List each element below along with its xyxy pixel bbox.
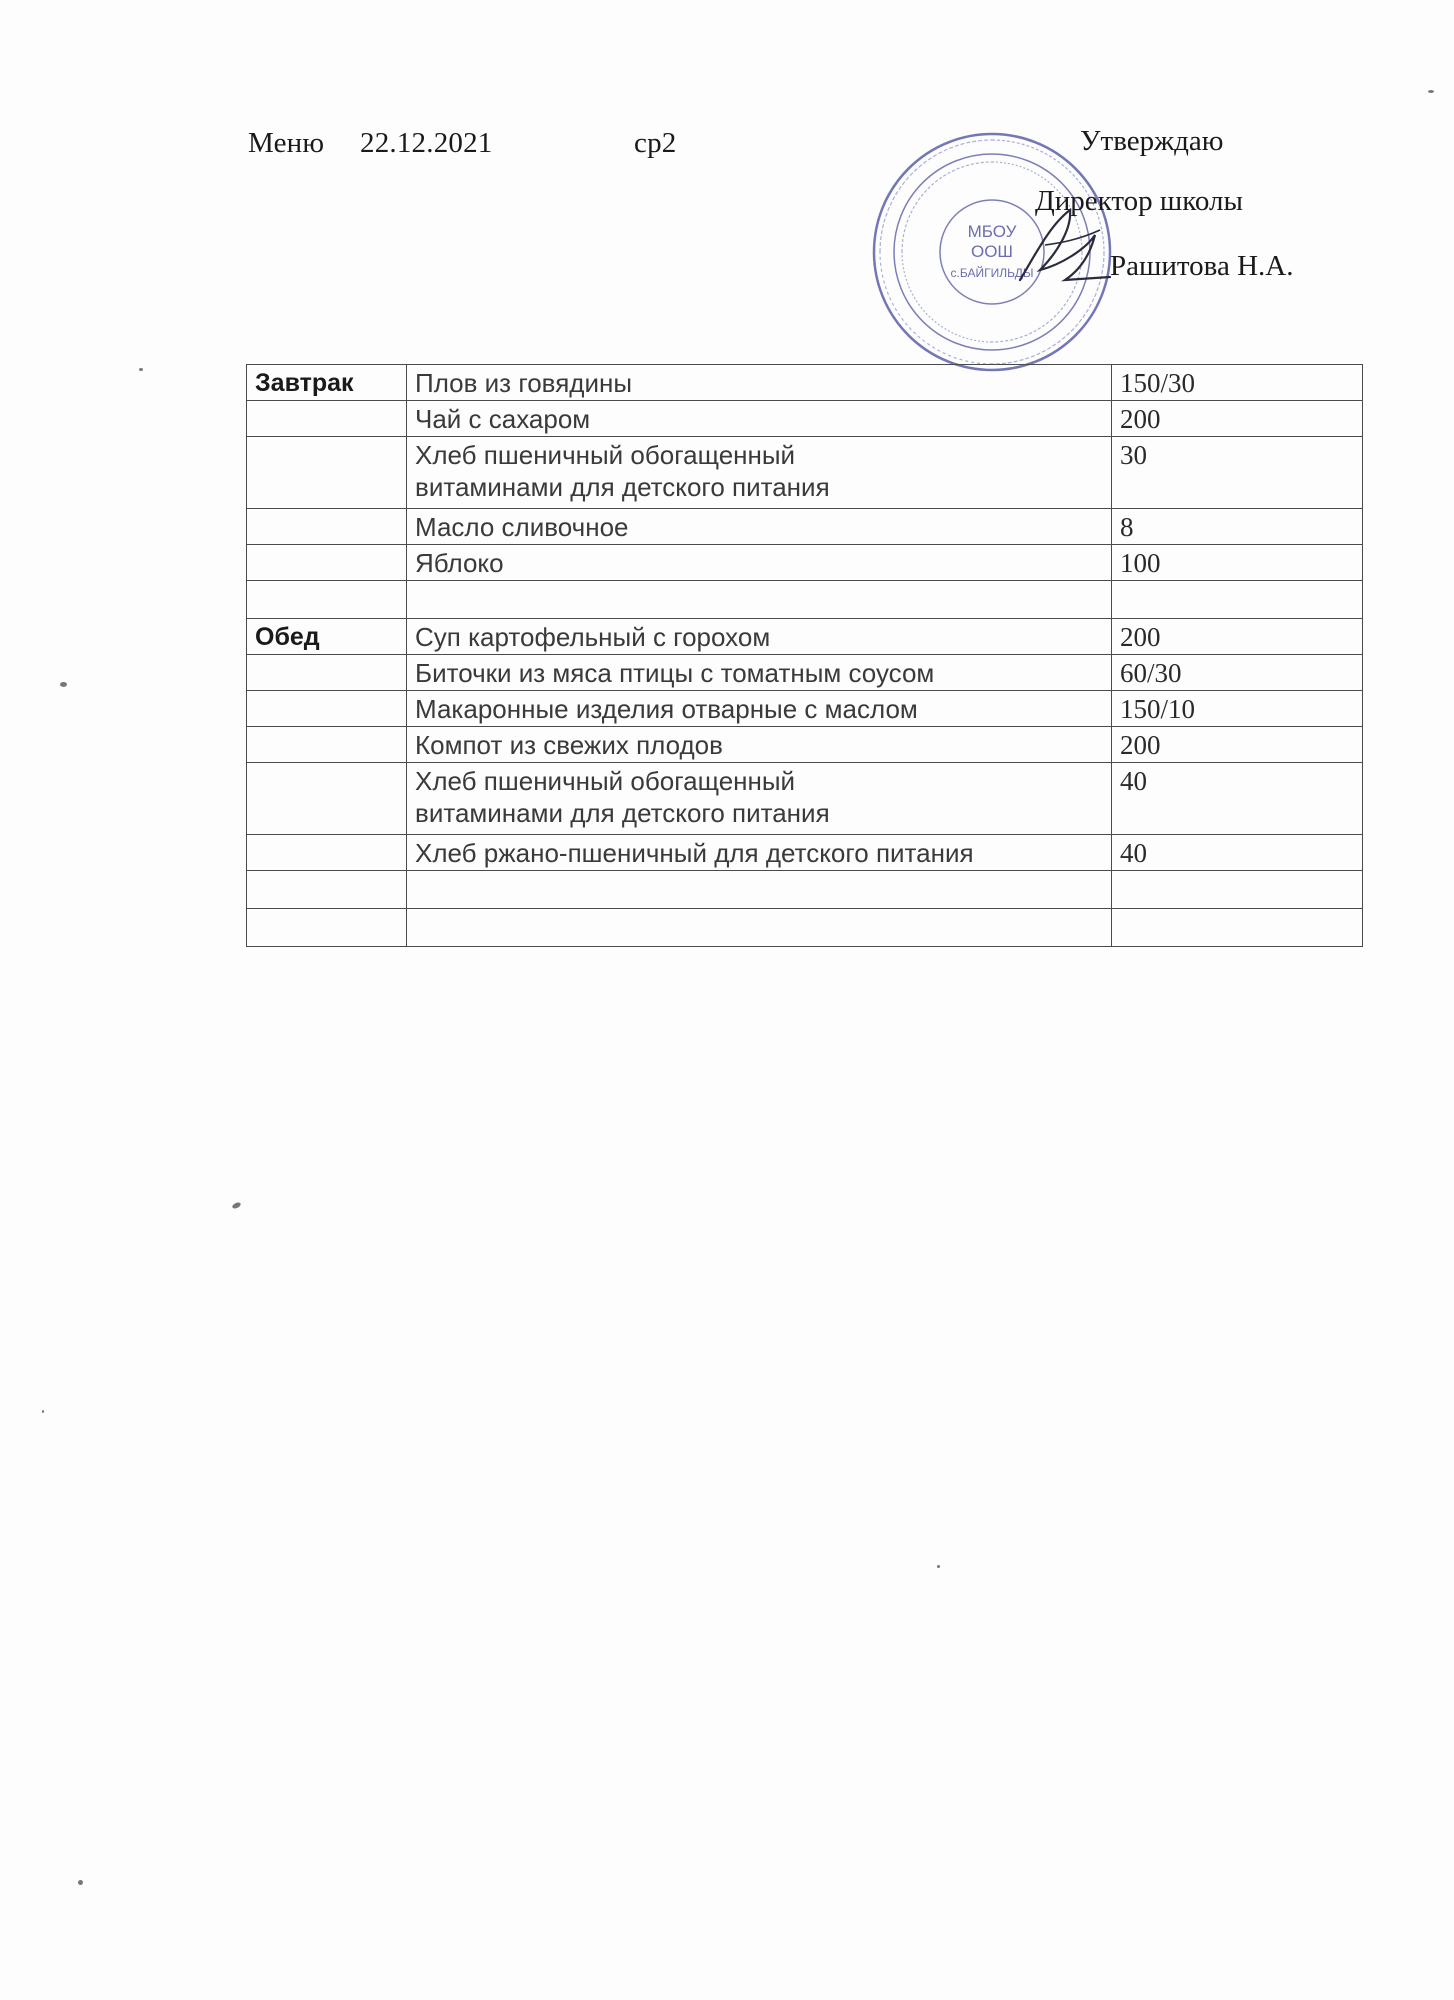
stamp-line-3: с.БАЙГИЛЬДЫ: [950, 266, 1034, 280]
quantity-cell: 8: [1112, 509, 1363, 545]
quantity-cell: [1112, 581, 1363, 619]
meal-cell: [247, 655, 407, 691]
meal-cell: [247, 909, 407, 947]
quantity-cell: 200: [1112, 727, 1363, 763]
dish-cell: Хлеб пшеничный обогащенный витаминами для детского питания: [407, 763, 1112, 835]
quantity-cell: 200: [1112, 619, 1363, 655]
stamp-line-2: ООШ: [970, 242, 1014, 261]
dish-cell: Суп картофельный с горохом: [407, 619, 1112, 655]
quantity-cell: [1112, 871, 1363, 909]
menu-row: [247, 581, 1363, 619]
meal-cell: [247, 437, 407, 509]
scan-speck: [139, 368, 143, 371]
quantity-cell: 60/30: [1112, 655, 1363, 691]
dish-cell: Хлеб ржано-пшеничный для детского питания: [407, 835, 1112, 871]
scan-speck: [937, 1565, 940, 1568]
menu-table-body: [247, 365, 1363, 947]
quantity-cell: 30: [1112, 437, 1363, 509]
meal-cell: [247, 545, 407, 581]
dish-cell: [407, 581, 1112, 619]
menu-row: [247, 691, 1363, 727]
menu-row: [247, 727, 1363, 763]
dish-cell: Биточки из мяса птицы с томатным соусом: [407, 655, 1112, 691]
meal-cell: [247, 401, 407, 437]
dish-cell: Компот из свежих плодов: [407, 727, 1112, 763]
quantity-cell: 150/10: [1112, 691, 1363, 727]
meal-cell: [247, 509, 407, 545]
approval-word: Утверждаю: [1080, 125, 1224, 157]
quantity-cell: 100: [1112, 545, 1363, 581]
meal-cell: [247, 581, 407, 619]
approval-name: Рашитова Н.А.: [1110, 250, 1294, 282]
meal-cell: [247, 763, 407, 835]
scan-speck: [42, 1410, 44, 1413]
meal-cell: Завтрак: [247, 365, 407, 401]
menu-row: [247, 763, 1363, 835]
menu-row: [247, 871, 1363, 909]
stamp-line-1: МБОУ: [967, 222, 1017, 241]
menu-label: Меню: [248, 127, 325, 159]
menu-row: [247, 365, 1363, 401]
dish-cell: Чай с сахаром: [407, 401, 1112, 437]
dish-cell: Яблоко: [407, 545, 1112, 581]
quantity-cell: 40: [1112, 763, 1363, 835]
quantity-cell: 200: [1112, 401, 1363, 437]
dish-cell: [407, 871, 1112, 909]
quantity-cell: 40: [1112, 835, 1363, 871]
menu-table: [246, 364, 1363, 947]
dish-cell: Макаронные изделия отварные с маслом: [407, 691, 1112, 727]
dish-cell: Хлеб пшеничный обогащенный витаминами для детского питания: [407, 437, 1112, 509]
menu-row: [247, 909, 1363, 947]
meal-cell: [247, 727, 407, 763]
scan-speck: [78, 1880, 83, 1885]
menu-row: [247, 619, 1363, 655]
menu-row: [247, 835, 1363, 871]
scan-speck: [1428, 90, 1434, 93]
meal-cell: [247, 691, 407, 727]
menu-code: ср2: [634, 127, 677, 159]
menu-row: [247, 437, 1363, 509]
dish-cell: [407, 909, 1112, 947]
menu-date: 22.12.2021: [360, 127, 493, 159]
menu-row: [247, 509, 1363, 545]
meal-cell: Обед: [247, 619, 407, 655]
scan-speck: [60, 682, 67, 687]
meal-cell: [247, 835, 407, 871]
quantity-cell: 150/30: [1112, 365, 1363, 401]
quantity-cell: [1112, 909, 1363, 947]
menu-row: [247, 401, 1363, 437]
approval-position: Директор школы: [1035, 185, 1243, 217]
scan-speck: [231, 1201, 241, 1209]
menu-row: [247, 655, 1363, 691]
dish-cell: Масло сливочное: [407, 509, 1112, 545]
menu-row: [247, 545, 1363, 581]
dish-cell: Плов из говядины: [407, 365, 1112, 401]
meal-cell: [247, 871, 407, 909]
